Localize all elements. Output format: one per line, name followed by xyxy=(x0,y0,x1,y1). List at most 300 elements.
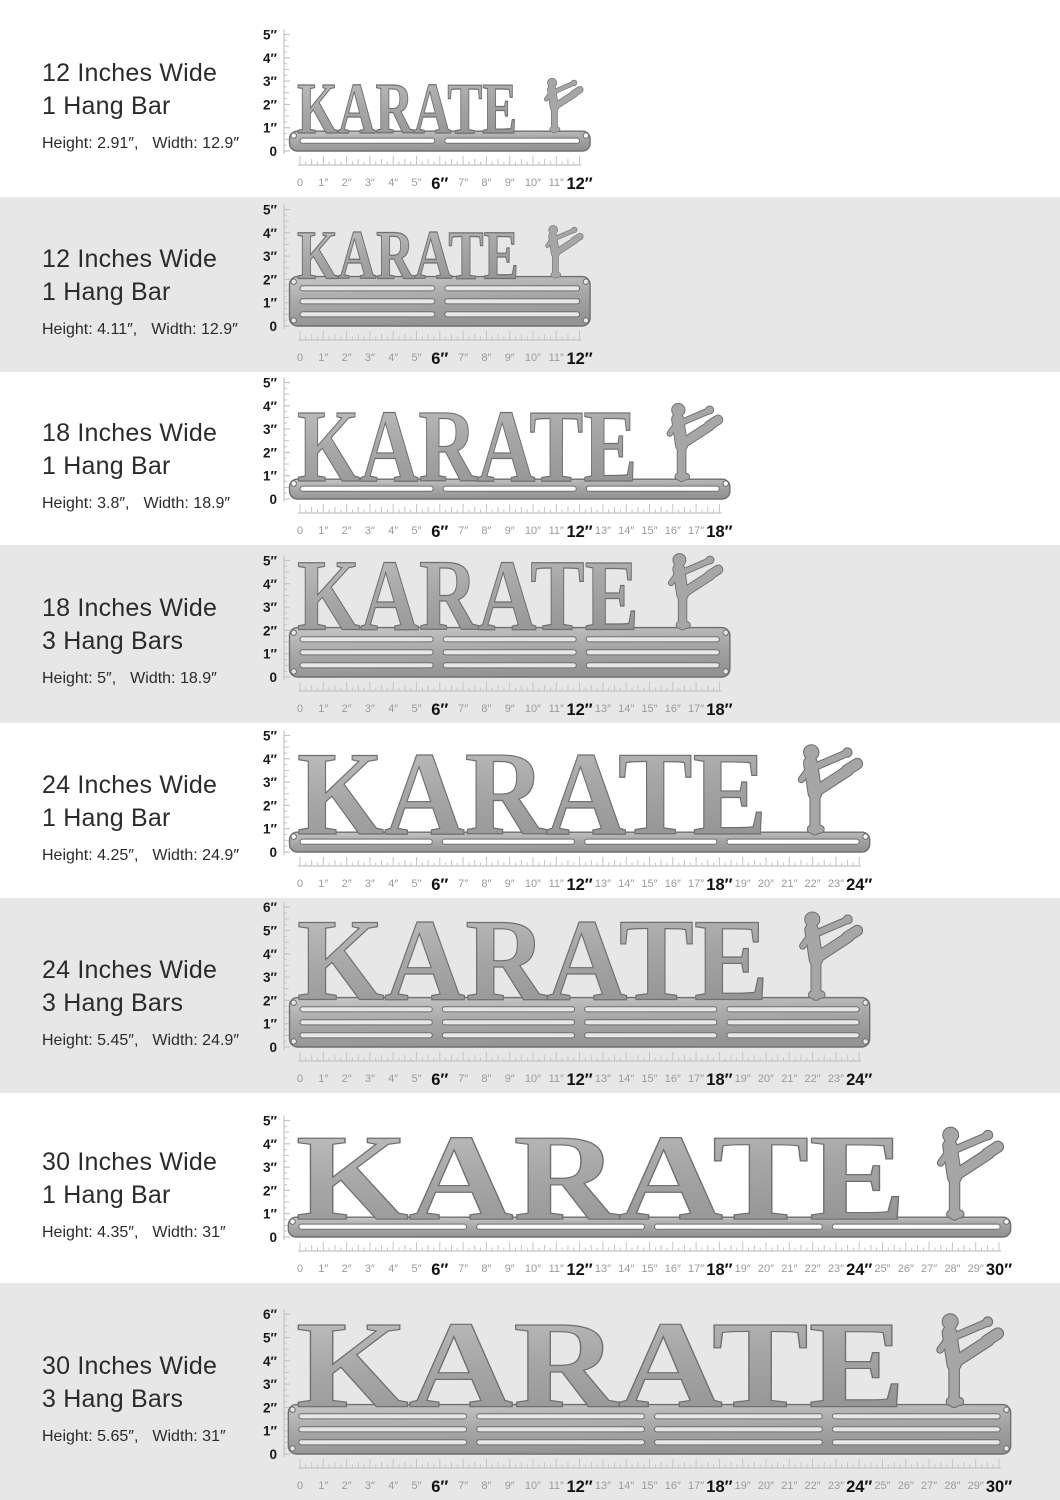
svg-text:24″: 24″ xyxy=(846,876,873,894)
horizontal-ruler xyxy=(297,682,733,719)
svg-text:3″: 3″ xyxy=(263,775,277,791)
horizontal-ruler xyxy=(297,156,593,193)
mount-hole xyxy=(583,318,588,323)
vertical-ruler xyxy=(263,1307,290,1462)
svg-text:23″: 23″ xyxy=(827,1480,844,1492)
row-label xyxy=(42,1349,226,1445)
svg-text:5″: 5″ xyxy=(263,923,277,939)
svg-text:6″: 6″ xyxy=(431,350,449,368)
svg-text:1″: 1″ xyxy=(318,177,329,189)
row-dimensions xyxy=(42,134,239,152)
svg-text:5″: 5″ xyxy=(411,1073,422,1085)
svg-text:3″: 3″ xyxy=(364,1263,375,1275)
row-title-line1: 12 Inches Wide xyxy=(42,244,218,273)
mount-hole xyxy=(291,834,296,839)
svg-text:9″: 9″ xyxy=(504,177,515,189)
svg-text:26″: 26″ xyxy=(897,1480,914,1492)
svg-text:7″: 7″ xyxy=(458,1073,469,1085)
size-row-18-1bar xyxy=(0,372,1060,545)
svg-text:0: 0 xyxy=(269,319,277,334)
horizontal-ruler xyxy=(297,1052,872,1089)
svg-text:19″: 19″ xyxy=(734,878,751,890)
svg-text:1″: 1″ xyxy=(318,525,329,537)
horizontal-ruler xyxy=(297,857,872,894)
svg-text:7″: 7″ xyxy=(458,177,469,189)
mount-hole xyxy=(723,669,728,674)
svg-text:16″: 16″ xyxy=(664,525,681,537)
svg-text:10″: 10″ xyxy=(524,525,542,537)
svg-text:20″: 20″ xyxy=(757,1480,775,1492)
mount-hole xyxy=(1004,1219,1009,1224)
svg-text:3″: 3″ xyxy=(364,352,375,364)
ribbon-slot xyxy=(300,299,435,304)
svg-text:9″: 9″ xyxy=(504,878,515,890)
svg-text:12″: 12″ xyxy=(566,1478,593,1496)
svg-text:9″: 9″ xyxy=(504,352,515,364)
size-row-12-1bar xyxy=(0,0,1060,197)
svg-text:8″: 8″ xyxy=(481,1073,492,1085)
row-dimensions xyxy=(42,670,217,688)
svg-text:3″: 3″ xyxy=(364,878,375,890)
svg-text:3″: 3″ xyxy=(364,1480,375,1492)
svg-text:2″: 2″ xyxy=(341,525,352,537)
svg-text:3″: 3″ xyxy=(263,600,277,616)
svg-text:9″: 9″ xyxy=(504,703,515,715)
svg-text:0: 0 xyxy=(269,1447,277,1462)
row-title-line1: 30 Inches Wide xyxy=(42,1351,218,1380)
svg-text:3″: 3″ xyxy=(263,74,277,90)
size-row-12-3bar xyxy=(0,197,1060,372)
svg-text:0: 0 xyxy=(269,670,277,685)
svg-text:13″: 13″ xyxy=(594,703,611,715)
row-title-line1: 18 Inches Wide xyxy=(42,593,218,622)
svg-text:4″: 4″ xyxy=(263,576,277,592)
svg-text:18″: 18″ xyxy=(706,1071,733,1089)
svg-text:7″: 7″ xyxy=(458,878,469,890)
svg-text:28″: 28″ xyxy=(944,1480,961,1492)
svg-text:12″: 12″ xyxy=(566,1071,593,1089)
svg-text:4″: 4″ xyxy=(388,1073,399,1085)
svg-text:2″: 2″ xyxy=(263,798,277,814)
svg-text:24″: 24″ xyxy=(846,1261,873,1279)
svg-text:11″: 11″ xyxy=(548,878,564,890)
svg-text:4″: 4″ xyxy=(388,177,399,189)
mount-hole xyxy=(1004,1407,1009,1412)
sign-word: KARATE xyxy=(296,216,519,295)
svg-text:2″: 2″ xyxy=(263,97,277,113)
ribbon-slot xyxy=(299,1440,467,1445)
svg-text:1″: 1″ xyxy=(318,1263,329,1275)
svg-text:12″: 12″ xyxy=(566,350,593,368)
svg-text:15″: 15″ xyxy=(641,525,658,537)
svg-text:8″: 8″ xyxy=(481,703,492,715)
vertical-ruler xyxy=(263,376,290,508)
svg-text:9″: 9″ xyxy=(504,1480,515,1492)
svg-text:16″: 16″ xyxy=(664,1073,681,1085)
svg-text:4″: 4″ xyxy=(263,398,277,414)
svg-text:10″: 10″ xyxy=(524,352,542,364)
mount-hole xyxy=(290,1219,295,1224)
row-label xyxy=(42,242,238,338)
ribbon-slot xyxy=(586,663,719,668)
svg-text:21″: 21″ xyxy=(781,878,798,890)
sign-word: KARATE xyxy=(296,545,639,652)
svg-text:6″: 6″ xyxy=(431,1071,449,1089)
svg-text:29″: 29″ xyxy=(967,1263,984,1275)
vertical-ruler xyxy=(263,900,290,1055)
svg-text:5″: 5″ xyxy=(263,1330,277,1346)
mount-hole xyxy=(1004,1446,1009,1451)
svg-text:0: 0 xyxy=(296,703,304,715)
svg-text:6″: 6″ xyxy=(431,1478,449,1496)
svg-text:8″: 8″ xyxy=(481,352,492,364)
svg-text:11″: 11″ xyxy=(548,703,564,715)
karate-sign xyxy=(290,545,730,677)
karate-kicker-icon xyxy=(941,1127,998,1215)
horizontal-ruler xyxy=(297,1242,1012,1279)
svg-text:30″: 30″ xyxy=(985,1478,1013,1496)
svg-text:18″: 18″ xyxy=(706,1478,733,1496)
svg-text:2″: 2″ xyxy=(341,1263,352,1275)
svg-text:5″: 5″ xyxy=(263,728,277,744)
sign-word: KARATE xyxy=(296,727,768,861)
svg-text:22″: 22″ xyxy=(804,878,821,890)
svg-text:4″: 4″ xyxy=(388,703,399,715)
width-value: Width: 12.9″ xyxy=(152,134,239,152)
horizontal-ruler xyxy=(297,331,593,368)
svg-text:3″: 3″ xyxy=(364,1073,375,1085)
svg-text:19″: 19″ xyxy=(734,1263,751,1275)
row-title-line1: 12 Inches Wide xyxy=(42,58,218,87)
width-value: Width: 31″ xyxy=(152,1223,226,1241)
svg-text:1″: 1″ xyxy=(263,1206,277,1222)
ribbon-slot xyxy=(655,1440,823,1445)
svg-text:17″: 17″ xyxy=(688,878,705,890)
row-dimensions xyxy=(42,320,238,338)
svg-text:1″: 1″ xyxy=(318,352,329,364)
svg-text:2″: 2″ xyxy=(263,1183,277,1199)
size-row-30-1bar xyxy=(0,1093,1060,1283)
mount-hole xyxy=(291,481,296,486)
karate-sign xyxy=(288,1109,1010,1246)
svg-text:1″: 1″ xyxy=(263,468,277,484)
svg-text:18″: 18″ xyxy=(706,701,733,719)
svg-text:18″: 18″ xyxy=(706,1261,733,1279)
row-title-line2: 3 Hang Bars xyxy=(42,988,184,1017)
svg-text:15″: 15″ xyxy=(641,703,658,715)
svg-text:17″: 17″ xyxy=(688,525,705,537)
svg-text:1″: 1″ xyxy=(318,1073,329,1085)
row-title-line1: 18 Inches Wide xyxy=(42,418,218,447)
row-title-line2: 1 Hang Bar xyxy=(42,803,171,832)
svg-text:0: 0 xyxy=(269,845,277,860)
svg-text:3″: 3″ xyxy=(364,703,375,715)
svg-text:4″: 4″ xyxy=(388,525,399,537)
svg-text:2″: 2″ xyxy=(341,352,352,364)
row-label xyxy=(42,416,230,512)
width-value: Width: 31″ xyxy=(152,1427,226,1445)
svg-text:0: 0 xyxy=(296,352,304,364)
svg-text:18″: 18″ xyxy=(706,523,733,541)
width-value: Width: 18.9″ xyxy=(130,669,217,687)
svg-text:9″: 9″ xyxy=(504,1073,515,1085)
svg-text:1″: 1″ xyxy=(263,646,277,662)
svg-text:4″: 4″ xyxy=(388,878,399,890)
row-title-line1: 24 Inches Wide xyxy=(42,770,218,799)
ribbon-slot xyxy=(300,1033,432,1038)
height-value: Height: 2.91″, xyxy=(42,134,139,152)
vertical-ruler xyxy=(263,729,290,861)
row-dimensions xyxy=(42,846,239,864)
mount-hole xyxy=(583,279,588,284)
svg-text:0: 0 xyxy=(269,144,277,159)
height-value: Height: 3.8″, xyxy=(42,494,130,512)
svg-text:0: 0 xyxy=(269,492,277,507)
svg-text:0: 0 xyxy=(296,878,304,890)
svg-text:24″: 24″ xyxy=(846,1071,873,1089)
svg-text:1″: 1″ xyxy=(318,878,329,890)
mount-hole xyxy=(290,1446,295,1451)
svg-text:1″: 1″ xyxy=(318,703,329,715)
sign-word: KARATE xyxy=(295,1109,906,1247)
svg-text:6″: 6″ xyxy=(431,1261,449,1279)
svg-text:2″: 2″ xyxy=(263,272,277,288)
karate-sign xyxy=(288,1296,1010,1454)
svg-text:5″: 5″ xyxy=(263,553,277,569)
svg-text:5″: 5″ xyxy=(263,375,277,391)
svg-text:9″: 9″ xyxy=(504,525,515,537)
svg-text:4″: 4″ xyxy=(263,50,277,66)
svg-text:4″: 4″ xyxy=(263,1353,277,1369)
sign-word: KARATE xyxy=(296,898,769,1026)
ribbon-slot xyxy=(445,299,580,304)
svg-text:6″: 6″ xyxy=(431,175,449,193)
svg-text:10″: 10″ xyxy=(524,1073,542,1085)
sign-word: KARATE xyxy=(296,68,518,150)
svg-text:3″: 3″ xyxy=(263,1160,277,1176)
svg-text:21″: 21″ xyxy=(781,1263,798,1275)
mount-hole xyxy=(291,669,296,674)
svg-text:28″: 28″ xyxy=(944,1263,961,1275)
svg-text:21″: 21″ xyxy=(781,1480,798,1492)
karate-kicker-icon xyxy=(546,78,580,130)
svg-text:27″: 27″ xyxy=(921,1480,938,1492)
size-row-30-3bar xyxy=(0,1283,1060,1500)
svg-text:14″: 14″ xyxy=(618,1073,635,1085)
svg-text:23″: 23″ xyxy=(827,1263,844,1275)
horizontal-ruler xyxy=(297,504,733,541)
row-label xyxy=(42,768,239,864)
row-title-line1: 24 Inches Wide xyxy=(42,955,218,984)
row-title-line2: 3 Hang Bars xyxy=(42,1384,184,1413)
svg-text:7″: 7″ xyxy=(458,352,469,364)
svg-text:0: 0 xyxy=(269,1230,277,1245)
svg-text:8″: 8″ xyxy=(481,525,492,537)
svg-text:7″: 7″ xyxy=(458,1263,469,1275)
svg-text:10″: 10″ xyxy=(524,703,542,715)
svg-text:24″: 24″ xyxy=(846,1478,873,1496)
karate-sign xyxy=(290,898,870,1047)
svg-text:5″: 5″ xyxy=(263,27,277,43)
svg-text:1″: 1″ xyxy=(263,120,277,136)
karate-kicker-icon xyxy=(803,911,858,995)
svg-text:15″: 15″ xyxy=(641,1073,658,1085)
svg-text:11″: 11″ xyxy=(548,1263,564,1275)
width-value: Width: 18.9″ xyxy=(143,494,231,512)
karate-kicker-icon xyxy=(940,1313,998,1402)
svg-text:5″: 5″ xyxy=(263,1113,277,1129)
svg-text:0: 0 xyxy=(296,177,304,189)
vertical-ruler xyxy=(263,28,290,160)
svg-text:5″: 5″ xyxy=(411,177,422,189)
svg-text:10″: 10″ xyxy=(524,1263,542,1275)
svg-text:13″: 13″ xyxy=(594,525,611,537)
row-label xyxy=(42,1146,226,1242)
size-row-24-1bar xyxy=(0,723,1060,898)
svg-text:27″: 27″ xyxy=(921,1263,938,1275)
karate-kicker-icon xyxy=(670,403,718,477)
svg-text:10″: 10″ xyxy=(524,177,542,189)
ribbon-slot xyxy=(442,1033,574,1038)
svg-text:3″: 3″ xyxy=(263,249,277,265)
svg-text:13″: 13″ xyxy=(594,878,611,890)
row-title-line2: 1 Hang Bar xyxy=(42,277,171,306)
karate-sign xyxy=(290,727,870,860)
svg-text:5″: 5″ xyxy=(411,352,422,364)
row-title-line2: 1 Hang Bar xyxy=(42,91,171,120)
svg-text:7″: 7″ xyxy=(458,703,469,715)
svg-text:23″: 23″ xyxy=(827,1073,844,1085)
mount-hole xyxy=(863,1000,868,1005)
ribbon-slot xyxy=(727,1033,859,1038)
karate-sign xyxy=(290,68,591,151)
svg-text:14″: 14″ xyxy=(618,1263,635,1275)
row-label xyxy=(42,56,239,152)
svg-text:14″: 14″ xyxy=(618,878,635,890)
svg-text:4″: 4″ xyxy=(263,225,277,241)
svg-text:2″: 2″ xyxy=(263,1400,277,1416)
svg-text:16″: 16″ xyxy=(664,878,681,890)
svg-text:25″: 25″ xyxy=(874,1480,891,1492)
height-value: Height: 5.65″, xyxy=(42,1427,139,1445)
row-title-line1: 30 Inches Wide xyxy=(42,1147,218,1176)
svg-text:4″: 4″ xyxy=(388,352,399,364)
svg-text:8″: 8″ xyxy=(481,878,492,890)
svg-text:3″: 3″ xyxy=(263,970,277,986)
mount-hole xyxy=(291,1039,296,1044)
ribbon-slot xyxy=(477,1440,645,1445)
ribbon-slot xyxy=(443,663,576,668)
svg-text:3″: 3″ xyxy=(364,525,375,537)
sign-word: KARATE xyxy=(296,388,638,505)
svg-text:18″: 18″ xyxy=(706,876,733,894)
size-row-24-3bar xyxy=(0,898,1060,1093)
height-value: Height: 4.11″, xyxy=(42,320,138,338)
svg-text:0: 0 xyxy=(296,1480,304,1492)
svg-text:12″: 12″ xyxy=(566,876,593,894)
svg-text:0: 0 xyxy=(296,1263,304,1275)
width-value: Width: 12.9″ xyxy=(151,320,238,338)
svg-text:19″: 19″ xyxy=(734,1073,751,1085)
mount-hole xyxy=(291,133,296,138)
svg-text:12″: 12″ xyxy=(566,701,593,719)
svg-text:3″: 3″ xyxy=(364,177,375,189)
svg-text:2″: 2″ xyxy=(263,445,277,461)
svg-text:5″: 5″ xyxy=(411,1263,422,1275)
svg-text:0: 0 xyxy=(296,1073,304,1085)
ribbon-slot xyxy=(445,312,580,317)
svg-text:17″: 17″ xyxy=(688,1480,705,1492)
svg-text:4″: 4″ xyxy=(388,1480,399,1492)
svg-text:14″: 14″ xyxy=(618,703,635,715)
svg-text:6″: 6″ xyxy=(263,900,277,916)
svg-text:11″: 11″ xyxy=(548,177,564,189)
sign-word: KARATE xyxy=(295,1295,906,1434)
svg-text:0: 0 xyxy=(296,525,304,537)
svg-text:11″: 11″ xyxy=(548,1073,564,1085)
karate-sign xyxy=(290,388,730,504)
ribbon-slot xyxy=(832,1440,1000,1445)
svg-text:15″: 15″ xyxy=(641,878,658,890)
vertical-ruler xyxy=(263,203,290,335)
svg-text:14″: 14″ xyxy=(618,525,635,537)
svg-text:13″: 13″ xyxy=(594,1073,611,1085)
row-title-line2: 1 Hang Bar xyxy=(42,1180,171,1209)
mount-hole xyxy=(723,630,728,635)
ribbon-slot xyxy=(300,312,435,317)
svg-text:13″: 13″ xyxy=(594,1480,611,1492)
svg-text:22″: 22″ xyxy=(804,1263,821,1275)
svg-text:2″: 2″ xyxy=(341,177,352,189)
svg-text:12″: 12″ xyxy=(566,1261,593,1279)
svg-text:22″: 22″ xyxy=(804,1073,821,1085)
row-dimensions xyxy=(42,1031,239,1049)
svg-text:5″: 5″ xyxy=(411,703,422,715)
svg-text:19″: 19″ xyxy=(734,1480,751,1492)
svg-text:8″: 8″ xyxy=(481,1480,492,1492)
svg-text:22″: 22″ xyxy=(804,1480,821,1492)
mount-hole xyxy=(291,318,296,323)
svg-text:2″: 2″ xyxy=(341,703,352,715)
svg-text:20″: 20″ xyxy=(757,878,775,890)
svg-text:20″: 20″ xyxy=(757,1263,775,1275)
mount-hole xyxy=(723,481,728,486)
svg-text:11″: 11″ xyxy=(548,352,564,364)
svg-text:3″: 3″ xyxy=(263,422,277,438)
svg-text:1″: 1″ xyxy=(263,295,277,311)
svg-text:11″: 11″ xyxy=(548,1480,564,1492)
vertical-ruler xyxy=(263,1114,290,1246)
svg-text:17″: 17″ xyxy=(688,1263,705,1275)
vertical-ruler xyxy=(263,554,290,686)
mount-hole xyxy=(291,279,296,284)
row-dimensions xyxy=(42,1427,226,1445)
height-value: Height: 5.45″, xyxy=(42,1031,139,1049)
svg-text:6″: 6″ xyxy=(431,876,449,894)
svg-text:17″: 17″ xyxy=(688,703,705,715)
mount-hole xyxy=(863,1039,868,1044)
svg-text:6″: 6″ xyxy=(263,1307,277,1323)
row-title-line2: 3 Hang Bars xyxy=(42,626,184,655)
svg-text:5″: 5″ xyxy=(411,878,422,890)
svg-text:1″: 1″ xyxy=(263,1423,277,1439)
svg-text:8″: 8″ xyxy=(481,1263,492,1275)
svg-text:14″: 14″ xyxy=(618,1480,635,1492)
svg-text:5″: 5″ xyxy=(263,202,277,218)
svg-text:15″: 15″ xyxy=(641,1480,658,1492)
mount-hole xyxy=(583,133,588,138)
svg-text:15″: 15″ xyxy=(641,1263,658,1275)
